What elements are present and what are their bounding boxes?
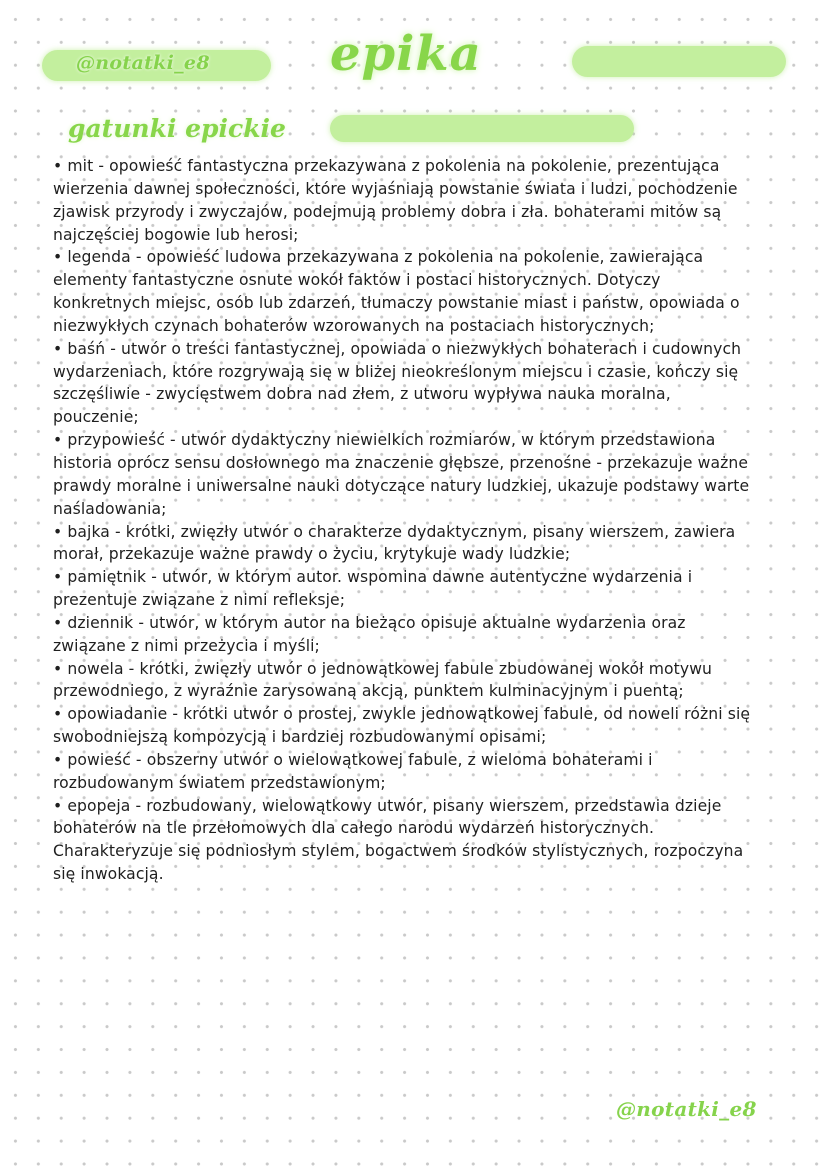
subtitle-highlight-pill xyxy=(330,115,634,142)
genre-item-dziennik: • dziennik - utwór, w którym autor na bieżąco opisuje aktualne wydarzenia oraz związane z nimi przeżycia i myśli; xyxy=(53,613,686,655)
genre-item-powiesc: • powieść - obszerny utwór o wielowątkowej fabule, z wieloma bohaterami i rozbudowanym światem przedstawionym; xyxy=(53,750,653,792)
genre-item-bajka: • bajka - krótki, zwięzły utwór o charakterze dydaktycznym, pisany wierszem, zawiera morał, przekazuje ważne prawdy o życiu, krytykuje wady ludzkie; xyxy=(53,522,736,564)
genre-item-nowela: • nowela - krótki, zwięzły utwór o jednowątkowej fabule zbudowanej wokół motywu przewodniego, z wyraźnie zarysowaną akcją, punktem kulminacyjnym i puentą; xyxy=(53,659,713,701)
genre-item-legenda: • legenda - opowieść ludowa przekazywana z pokolenia na pokolenie, zawierająca elementy fantastyczne osnute wokół faktów i postaci historycznych. Dotyczy konkretnych miejsc, osób lub zdarzeń, tłumaczy powstanie miast i państw, opowiada o niezwykłych czynach bohaterów wzorowanych na postaciach historycznych; xyxy=(53,248,740,335)
section-title: gatunki epickie xyxy=(68,114,286,143)
genre-item-mit: • mit - opowieść fantastyczna przekazywana z pokolenia na pokolenie, prezentująca wierzenia dawnej społeczności, które wyjaśniają powstanie świata i ludzi, pochodzenie zjawisk przyrody i zwyczajów, podejmują problemy dobra i zła. bohaterami mitów są najczęściej bogowie lub herosi; xyxy=(53,157,738,244)
genre-item-opowiadanie: • opowiadanie - krótki utwór o prostej, zwykle jednowątkowej fabule, od noweli różni się swobodniejszą kompozycją i bardziej rozbudowanymi opisami; xyxy=(53,705,751,747)
genre-list xyxy=(53,155,753,886)
decorative-highlight-pill xyxy=(572,46,786,77)
genre-item-basn: • baśń - utwór o treści fantastycznej, opowiada o niezwykłych bohaterach i cudownych wydarzeniach, które rozgrywają się w bliżej nieokreślonym miejscu i czasie, kończy się szczęśliwie - zwycięstwem dobra nad złem, z utworu wypływa nauka moralna, pouczenie; xyxy=(53,339,742,427)
author-handle-top: @notatki_e8 xyxy=(76,52,210,74)
page-title: epika xyxy=(330,26,482,82)
genre-item-epopeja: • epopeja - rozbudowany, wielowątkowy utwór, pisany wierszem, przedstawia dzieje bohaterów na tle przełomowych dla całego narodu wydarzeń historycznych. Charakteryzuje się podniosłym stylem, bogactwem środków stylistycznych, rozpoczyna się inwokacją. xyxy=(53,796,744,884)
author-handle-bottom: @notatki_e8 xyxy=(616,1097,757,1121)
genre-item-przypowiesc: • przypowieść - utwór dydaktyczny niewielkich rozmiarów, w którym przedstawiona historia oprócz sensu dosłownego ma znaczenie głębsze, przenośne - przekazuje ważne prawdy moralne i uniwersalne nauki dotyczące natury ludzkiej, ukazuje podstawy warte naśladowania; xyxy=(53,431,750,518)
genre-item-pamietnik: • pamiętnik - utwór, w którym autor. wspomina dawne autentyczne wydarzenia i prezentuje związane z nimi refleksje; xyxy=(53,568,693,610)
